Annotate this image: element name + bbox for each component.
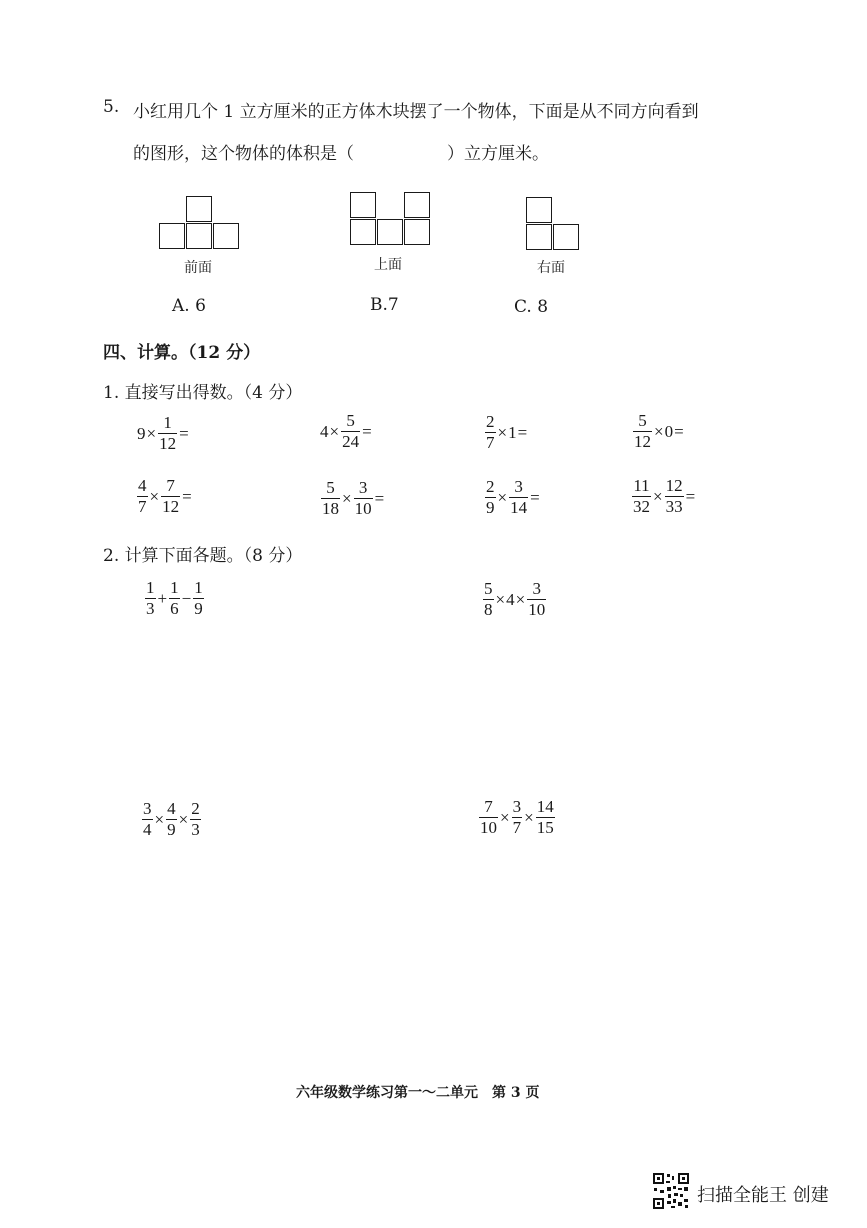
q5-text-line2-before: 的图形，这个物体的体积是（ xyxy=(133,144,354,164)
top-view-cell xyxy=(404,192,430,218)
direct-problem-7: $\frac{2}{9}$ × $\frac{3}{14}$ = xyxy=(486,477,540,517)
q5-text-line2-after: ）立方厘米。 xyxy=(447,144,549,164)
direct-problem-4: $\frac{5}{12}$ × 0 = xyxy=(634,411,684,451)
front-view-cell xyxy=(213,223,239,249)
calc-problem-3: $\frac{3}{4}$ × $\frac{4}{9}$ × $\frac{2}{3}$ xyxy=(143,799,200,839)
front-view-cell xyxy=(186,196,212,222)
qr-code-icon xyxy=(652,1172,690,1210)
part1-title: 1. 直接写出得数。（4 分） xyxy=(103,383,303,403)
top-view-cell xyxy=(350,192,376,218)
front-view-label: 前面 xyxy=(184,260,212,276)
q5-text-line1: 小红用几个 1 立方厘米的正方体木块摆了一个物体，下面是从不同方向看到 xyxy=(133,102,699,122)
direct-problem-3: $\frac{2}{7}$ × 1 = xyxy=(486,412,528,452)
option-b[interactable]: B.7 xyxy=(370,295,399,315)
right-view-label: 右面 xyxy=(537,260,565,276)
q5-number: 5. xyxy=(103,97,120,117)
calc-problem-2: $\frac{5}{8}$ × 4 × $\frac{3}{10}$ xyxy=(484,579,546,619)
calc-problem-1: $\frac{1}{3}$ + $\frac{1}{6}$ − $\frac{1}{9}$ xyxy=(146,578,203,618)
right-view-cell xyxy=(526,197,552,223)
top-view-cell xyxy=(350,219,376,245)
option-c[interactable]: C. 8 xyxy=(514,297,549,317)
section4-title: 四、计算。（12 分） xyxy=(103,343,261,363)
direct-problem-5: $\frac{4}{7}$ × $\frac{7}{12}$ = xyxy=(138,476,192,516)
top-view-figure xyxy=(350,192,434,248)
front-view-figure xyxy=(159,196,243,252)
top-view-cell xyxy=(404,219,430,245)
calc-problem-4: $\frac{7}{10}$ × $\frac{3}{7}$ × $\frac{14}{15}$ xyxy=(480,797,554,837)
right-view-cell xyxy=(526,224,552,250)
right-view-cell xyxy=(553,224,579,250)
direct-problem-1: 9 × $\frac{1}{12}$ = xyxy=(137,413,189,453)
front-view-cell xyxy=(186,223,212,249)
option-a[interactable]: A. 6 xyxy=(172,296,206,316)
right-view-figure xyxy=(526,197,582,253)
top-view-label: 上面 xyxy=(374,257,402,273)
front-view-cell xyxy=(159,223,185,249)
page-footer: 六年级数学练习第一～二单元 第 3 页 xyxy=(296,1085,540,1101)
part2-title: 2. 计算下面各题。（8 分） xyxy=(103,546,303,566)
direct-problem-8: $\frac{11}{32}$ × $\frac{12}{33}$ = xyxy=(633,476,696,516)
direct-problem-2: 4 × $\frac{5}{24}$ = xyxy=(320,411,372,451)
direct-problem-6: $\frac{5}{18}$ × $\frac{3}{10}$ = xyxy=(322,478,385,518)
watermark-text: 扫描全能王 创建 xyxy=(697,1185,829,1206)
top-view-cell xyxy=(377,219,403,245)
q5-answer-blank[interactable] xyxy=(371,139,443,161)
